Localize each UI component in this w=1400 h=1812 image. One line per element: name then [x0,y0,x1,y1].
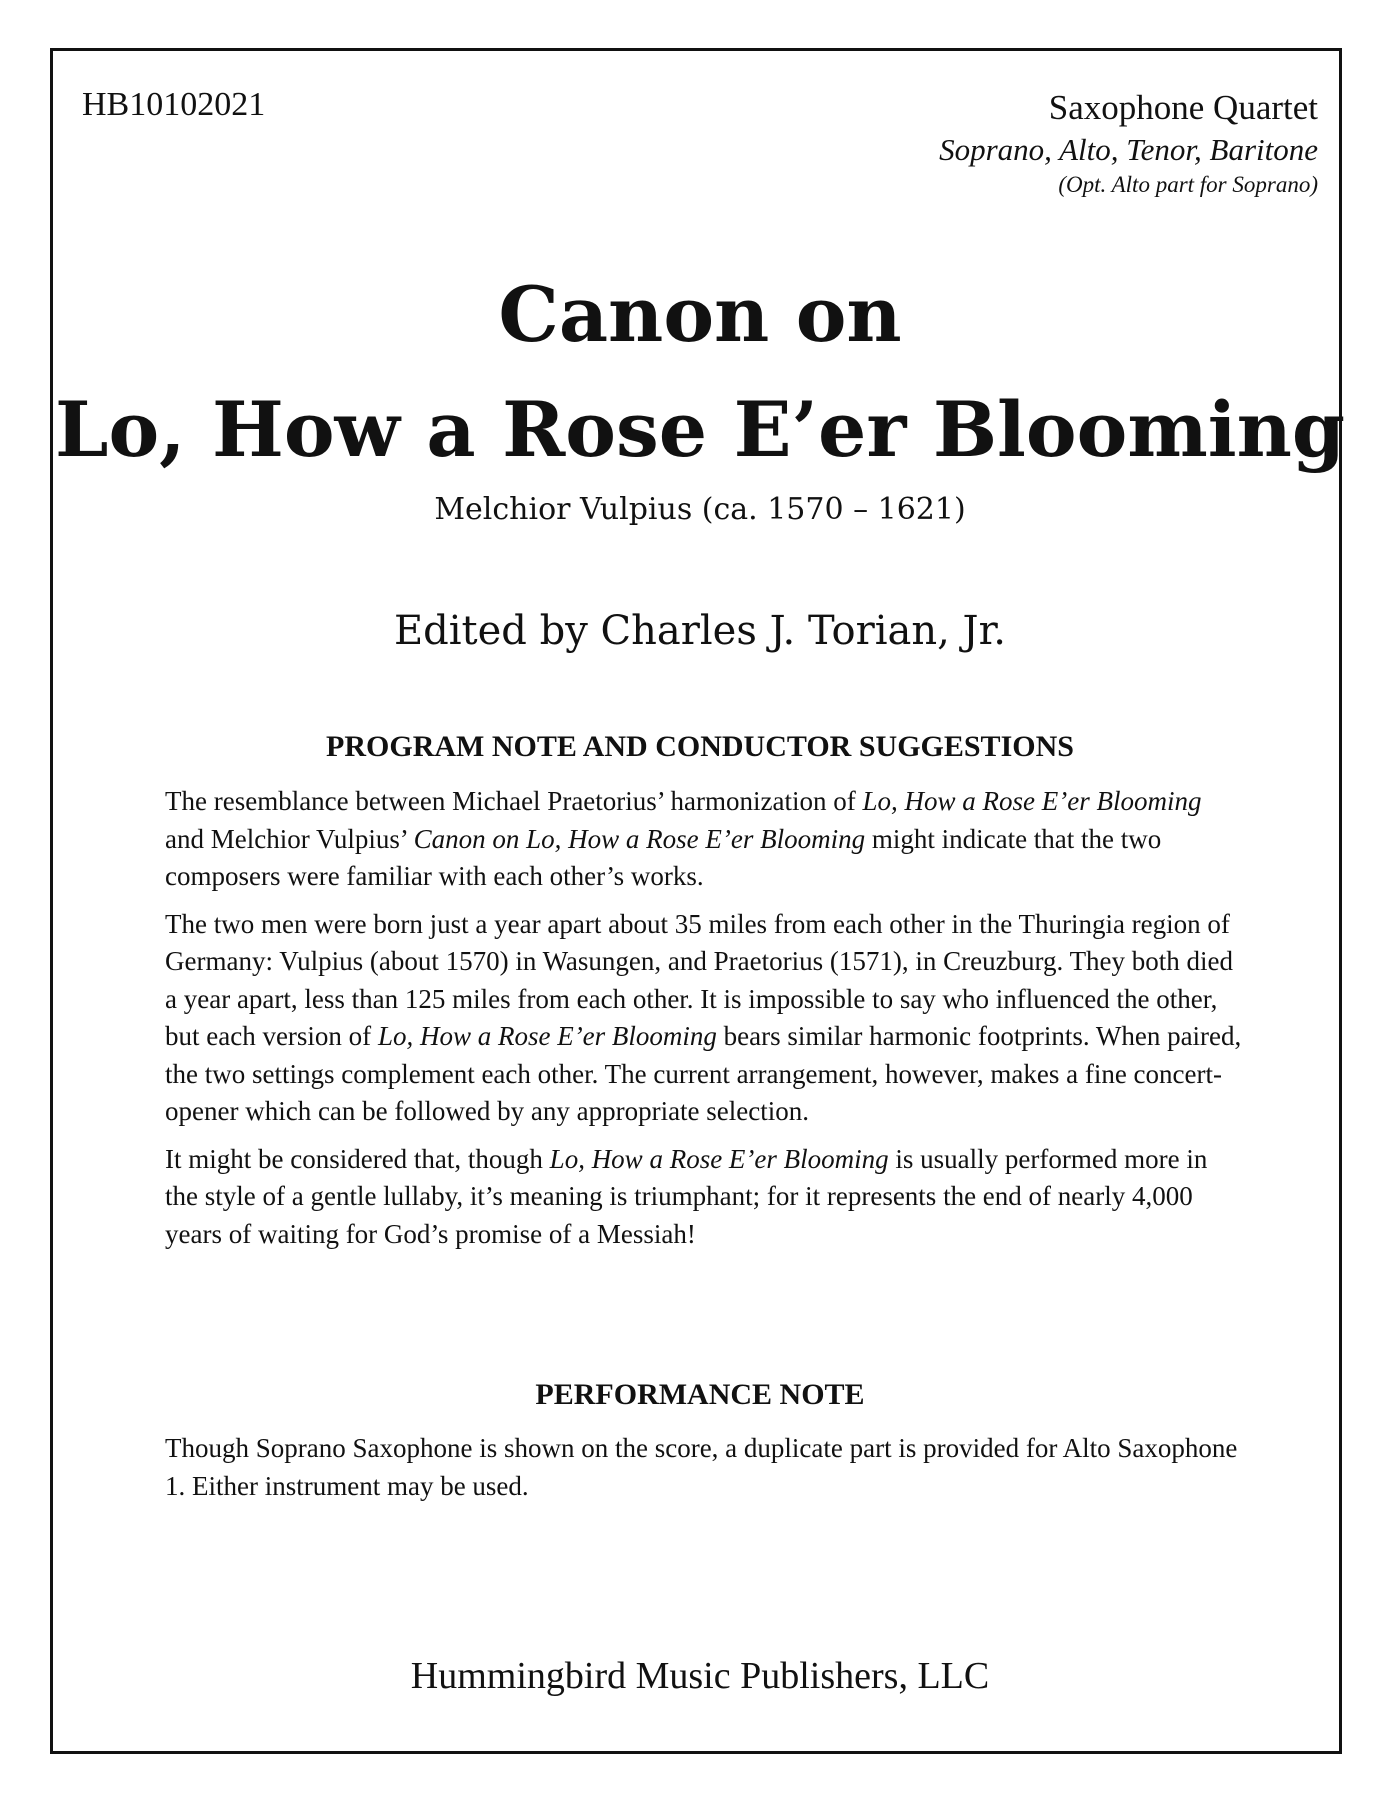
paragraph-4: Though Soprano Saxophone is shown on the score, a duplicate part is provided for Alto Saxophone 1. Either instrument may be used. [165,1433,1238,1501]
text: and Melchior Vulpius’ [165,823,414,854]
catalog-code: HB10102021 [82,86,266,123]
text: bears similar harmonic footprints. When paired, the two settings complement each other. The current arrangement, however, makes a fine concert-opener which can be followed by any appropriate selection. [165,1021,1242,1126]
composer: Melchior Vulpius (ca. 1570 – 1621) [434,492,966,527]
instruments: Soprano, Alto, Tenor, Baritone [939,132,1318,167]
optional-part-note: (Opt. Alto part for Soprano) [1058,172,1318,197]
performance-note-body [165,1430,1245,1515]
title-line-2: Lo, How a Rose E’er Blooming [55,385,1345,474]
italic-title: Lo, How a Rose E’er Blooming [862,786,1202,816]
text: The two men were born just a year apart about 35 miles from each other in the Thuringia region of Germany: Vulpius (about 1570) in Wasungen, and Praetorius (1571), in Creuzburg. They both died a year apart, less than 125 miles from each other. It is impossible to say who influenced the other, but each version of [165,908,1234,1051]
program-note-heading: PROGRAM NOTE AND CONDUCTOR SUGGESTIONS [326,730,1074,763]
italic-title: Canon on Lo, How a Rose E’er Blooming [413,823,866,854]
editor: Edited by Charles J. Torian, Jr. [393,608,1007,654]
instrumentation-block [939,86,1318,200]
text: The resemblance between Michael Praetorius’ harmonization of [165,786,863,816]
publisher: Hummingbird Music Publishers, LLC [410,1655,990,1697]
italic-title: Lo, How a Rose E’er Blooming [377,1021,717,1051]
text: might indicate that the two composers were familiar with each other’s works. [165,823,1162,891]
paragraph-3 [165,1141,1245,1254]
paragraph-2 [165,906,1245,1131]
text: It might be considered that, though [165,1143,550,1174]
ensemble: Saxophone Quartet [1048,88,1318,127]
italic-title: Lo, How a Rose E’er Blooming [549,1143,889,1174]
paragraph-1 [165,783,1245,896]
text: is usually performed more in the style of a gentle lullaby, it’s meaning is triumphant; for it represents the end of nearly 4,000 years of waiting for God’s promise of a Messiah! [165,1143,1208,1249]
title-line-1: Canon on [498,270,902,359]
program-note-body [165,783,1245,1263]
performance-note-heading: PERFORMANCE NOTE [535,1378,865,1411]
